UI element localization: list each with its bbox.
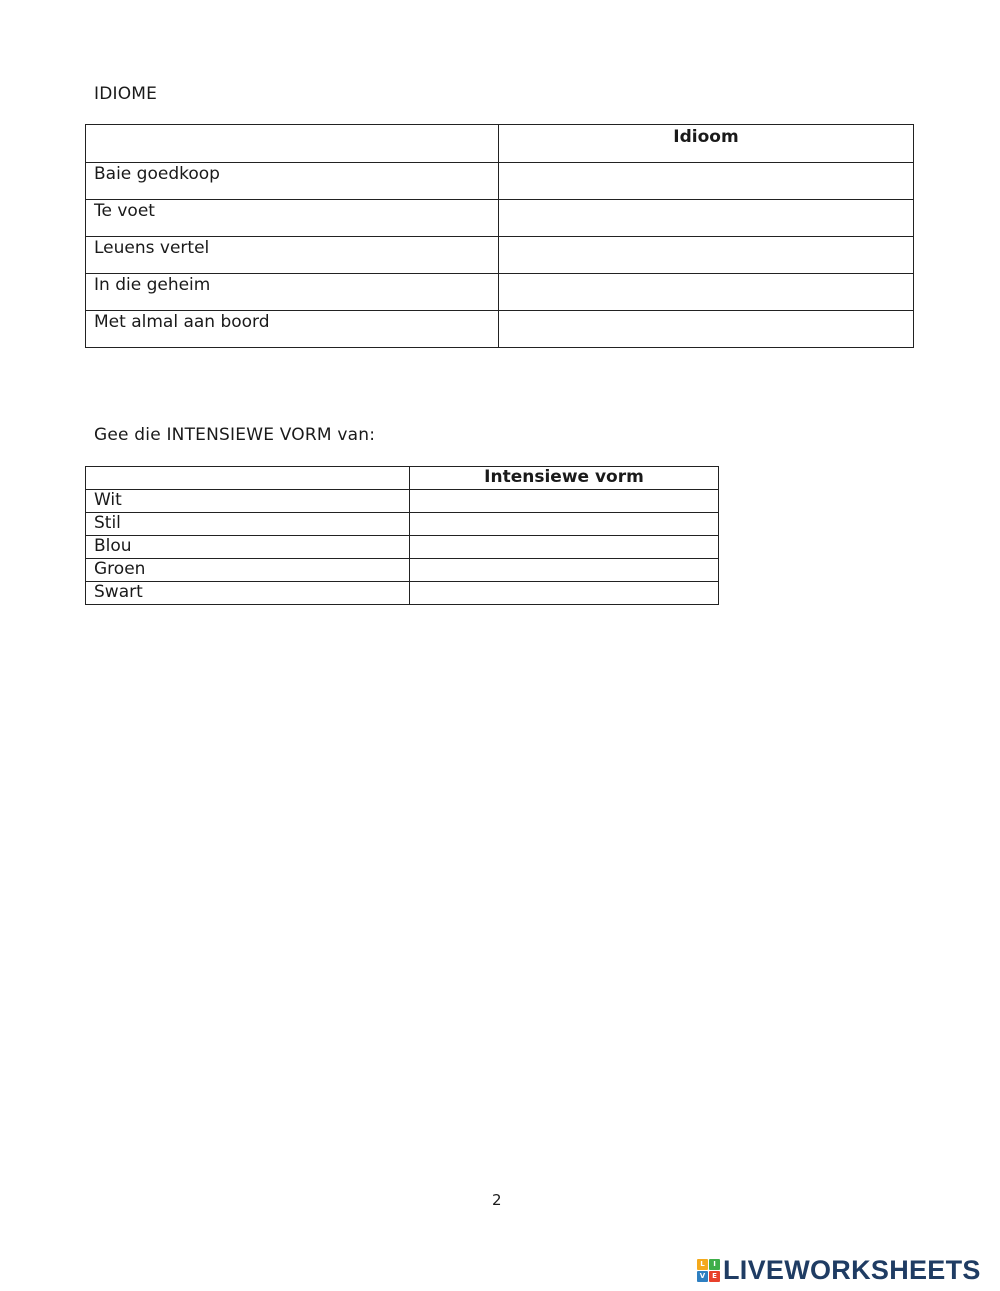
logo-block: V <box>697 1271 708 1282</box>
idiom-prompt: Te voet <box>86 200 499 237</box>
table-header-row <box>86 125 914 163</box>
table-row <box>86 559 719 582</box>
table-row <box>86 163 914 200</box>
liveworksheets-logo[interactable] <box>697 1255 981 1286</box>
intensive-prompt: Stil <box>86 513 410 536</box>
page-number: 2 <box>492 1191 502 1209</box>
intensive-prompt: Groen <box>86 559 410 582</box>
idiom-answer-field[interactable] <box>499 311 914 348</box>
intensive-table <box>85 466 719 605</box>
idiom-header-answer: Idioom <box>499 125 914 163</box>
logo-block: E <box>709 1271 720 1282</box>
intensive-section-title: Gee die INTENSIEWE VORM van: <box>94 425 376 445</box>
logo-block: I <box>709 1259 720 1270</box>
idiom-prompt: In die geheim <box>86 274 499 311</box>
table-row <box>86 513 719 536</box>
intensive-answer-field[interactable] <box>410 582 719 605</box>
idiom-prompt: Baie goedkoop <box>86 163 499 200</box>
intensive-header-answer: Intensiewe vorm <box>410 467 719 490</box>
idiom-answer-field[interactable] <box>499 237 914 274</box>
intensive-answer-field[interactable] <box>410 559 719 582</box>
idiom-section-title: IDIOME <box>94 84 158 104</box>
table-row <box>86 490 719 513</box>
logo-text: LIVEWORKSHEETS <box>723 1255 981 1285</box>
intensive-prompt: Swart <box>86 582 410 605</box>
table-row <box>86 237 914 274</box>
table-row <box>86 582 719 605</box>
table-row <box>86 536 719 559</box>
idiom-prompt: Leuens vertel <box>86 237 499 274</box>
logo-block: L <box>697 1259 708 1270</box>
table-row <box>86 311 914 348</box>
intensive-answer-field[interactable] <box>410 513 719 536</box>
idiom-answer-field[interactable] <box>499 200 914 237</box>
table-row <box>86 274 914 311</box>
intensive-answer-field[interactable] <box>410 490 719 513</box>
intensive-header-prompt <box>86 467 410 490</box>
logo-blocks-icon <box>697 1259 720 1282</box>
idiom-table <box>85 124 914 348</box>
idiom-header-prompt <box>86 125 499 163</box>
intensive-prompt: Blou <box>86 536 410 559</box>
table-row <box>86 200 914 237</box>
idiom-answer-field[interactable] <box>499 163 914 200</box>
table-header-row <box>86 467 719 490</box>
idiom-prompt: Met almal aan boord <box>86 311 499 348</box>
intensive-answer-field[interactable] <box>410 536 719 559</box>
idiom-answer-field[interactable] <box>499 274 914 311</box>
intensive-prompt: Wit <box>86 490 410 513</box>
